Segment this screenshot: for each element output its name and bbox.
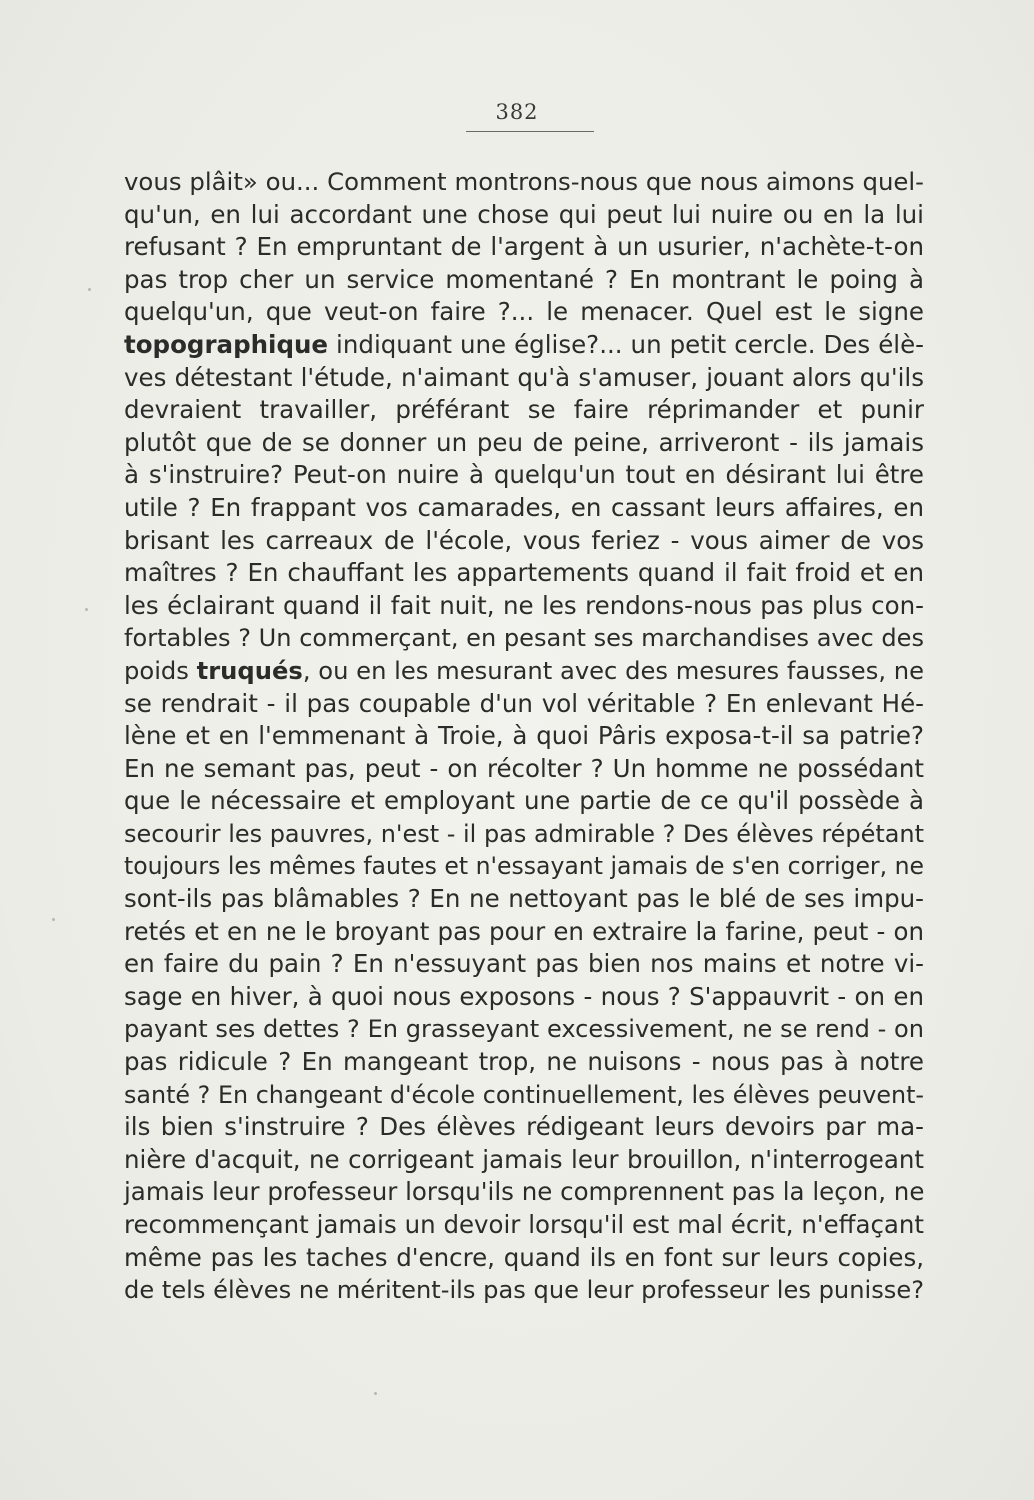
text-line bbox=[124, 981, 924, 1014]
text-run: sont-ils pas blâmables ? En ne nettoyant pas le blé de ses impu- bbox=[124, 884, 924, 914]
text-line bbox=[124, 525, 924, 558]
text-run: vous plâit» ou... Comment montrons-nous que nous aimons quel- bbox=[124, 167, 924, 196]
text-line bbox=[124, 818, 924, 851]
paper-speck bbox=[374, 1392, 377, 1395]
text-run: jamais leur professeur lorsqu'ils ne comprennent pas la leçon, ne bbox=[124, 1177, 925, 1207]
text-line bbox=[124, 362, 924, 395]
text-run: que le nécessaire et employant une partie de ce qu'il possède à bbox=[124, 786, 924, 816]
text-line bbox=[124, 1144, 924, 1177]
text-run: les éclairant quand il fait nuit, ne les rendons-nous pas plus con- bbox=[124, 590, 924, 620]
text-line bbox=[124, 622, 924, 655]
text-line bbox=[124, 948, 924, 981]
text-run: maîtres ? En chauffant les appartements quand il fait froid et en bbox=[124, 558, 924, 588]
paper-speck bbox=[88, 288, 91, 291]
text-line bbox=[124, 459, 924, 492]
text-line bbox=[124, 753, 924, 786]
text-line bbox=[124, 264, 924, 297]
text-run: qu'un, en lui accordant une chose qui peut lui nuire ou en la lui bbox=[124, 199, 924, 229]
text-line bbox=[124, 1274, 924, 1307]
text-run: lène et en l'emmenant à Troie, à quoi Pâris exposa-t-il sa patrie? bbox=[124, 721, 924, 751]
text-line bbox=[124, 1176, 924, 1209]
text-line bbox=[124, 231, 924, 264]
text-run: utile ? En frappant vos camarades, en cassant leurs affaires, en bbox=[124, 492, 924, 522]
text-line bbox=[124, 688, 924, 721]
text-line bbox=[124, 785, 924, 818]
text-run: même pas les taches d'encre, quand ils en font sur leurs copies, bbox=[124, 1242, 924, 1272]
text-line bbox=[124, 557, 924, 590]
text-run: retés et en ne le broyant pas pour en extraire la farine, peut - on bbox=[124, 916, 924, 946]
header-rule bbox=[466, 131, 594, 132]
text-line bbox=[124, 166, 924, 199]
bold-term: topographique bbox=[124, 329, 329, 359]
text-line bbox=[124, 1242, 924, 1275]
bold-term: truqués bbox=[196, 656, 303, 685]
text-run: devraient travailler, préférant se faire réprimander et punir bbox=[124, 395, 924, 425]
text-line bbox=[124, 1046, 924, 1079]
text-line bbox=[124, 1209, 924, 1242]
text-line bbox=[124, 720, 924, 753]
text-run: En ne semant pas, peut - on récolter ? Un homme ne possédant bbox=[124, 753, 924, 783]
text-run: poids bbox=[124, 656, 197, 685]
text-line bbox=[124, 1079, 924, 1112]
text-line bbox=[124, 1111, 924, 1144]
paper-speck bbox=[85, 608, 88, 611]
text-run: fortables ? Un commerçant, en pesant ses marchandises avec des bbox=[124, 624, 924, 653]
text-line bbox=[124, 329, 924, 362]
text-line bbox=[124, 492, 924, 525]
text-run: pas ridicule ? En mangeant trop, ne nuisons - nous pas à notre bbox=[124, 1047, 924, 1077]
text-line bbox=[124, 883, 924, 916]
text-run: , ou en les mesurant avec des mesures fausses, ne bbox=[302, 656, 925, 685]
text-line bbox=[124, 296, 924, 329]
text-run: recommençant jamais un devoir lorsqu'il est mal écrit, n'effaçant bbox=[124, 1210, 924, 1239]
text-line bbox=[124, 590, 924, 623]
text-run: à s'instruire? Peut-on nuire à quelqu'un tout en désirant lui être bbox=[124, 460, 924, 490]
text-run: toujours les mêmes fautes et n'essayant jamais de s'en corriger, ne bbox=[124, 852, 924, 881]
text-line bbox=[124, 427, 924, 460]
text-line bbox=[124, 850, 924, 883]
text-run: secourir les pauvres, n'est - il pas admirable ? Des élèves répétant bbox=[124, 819, 924, 848]
page-number: 382 bbox=[495, 100, 539, 124]
text-run: nière d'acquit, ne corrigeant jamais leur brouillon, n'interrogeant bbox=[124, 1144, 924, 1174]
text-run: ves détestant l'étude, n'aimant qu'à s'amuser, jouant alors qu'ils bbox=[124, 362, 924, 392]
text-run: ils bien s'instruire ? Des élèves rédigeant leurs devoirs par ma- bbox=[124, 1112, 924, 1142]
body-text bbox=[124, 166, 924, 1307]
text-run: brisant les carreaux de l'école, vous feriez - vous aimer de vos bbox=[124, 525, 924, 555]
text-run: de tels élèves ne méritent-ils pas que leur professeur les punisse? bbox=[124, 1276, 924, 1305]
text-line bbox=[124, 1013, 924, 1046]
text-run: payant ses dettes ? En grasseyant excessivement, ne se rend - on bbox=[124, 1015, 924, 1044]
text-run: sage en hiver, à quoi nous exposons - nous ? S'appauvrit - on en bbox=[124, 981, 924, 1011]
text-line bbox=[124, 394, 924, 427]
text-line bbox=[124, 199, 924, 232]
text-run: pas trop cher un service momentané ? En montrant le poing à bbox=[124, 264, 924, 294]
paper-speck bbox=[52, 918, 55, 921]
text-run: santé ? En changeant d'école continuellement, les élèves peuvent- bbox=[124, 1080, 924, 1109]
text-run: en faire du pain ? En n'essuyant pas bien nos mains et notre vi- bbox=[124, 949, 924, 979]
text-run: refusant ? En empruntant de l'argent à un usurier, n'achète-t-on bbox=[124, 232, 924, 262]
text-run: plutôt que de se donner un peu de peine, arriveront - ils jamais bbox=[124, 427, 924, 457]
text-line bbox=[124, 916, 924, 949]
text-run: quelqu'un, que veut-on faire ?... le menacer. Quel est le signe bbox=[124, 297, 924, 327]
text-run: indiquant une église?... un petit cercle. Des élè- bbox=[328, 329, 924, 359]
text-line bbox=[124, 655, 924, 688]
text-run: se rendrait - il pas coupable d'un vol véritable ? En enlevant Hé- bbox=[124, 688, 924, 718]
